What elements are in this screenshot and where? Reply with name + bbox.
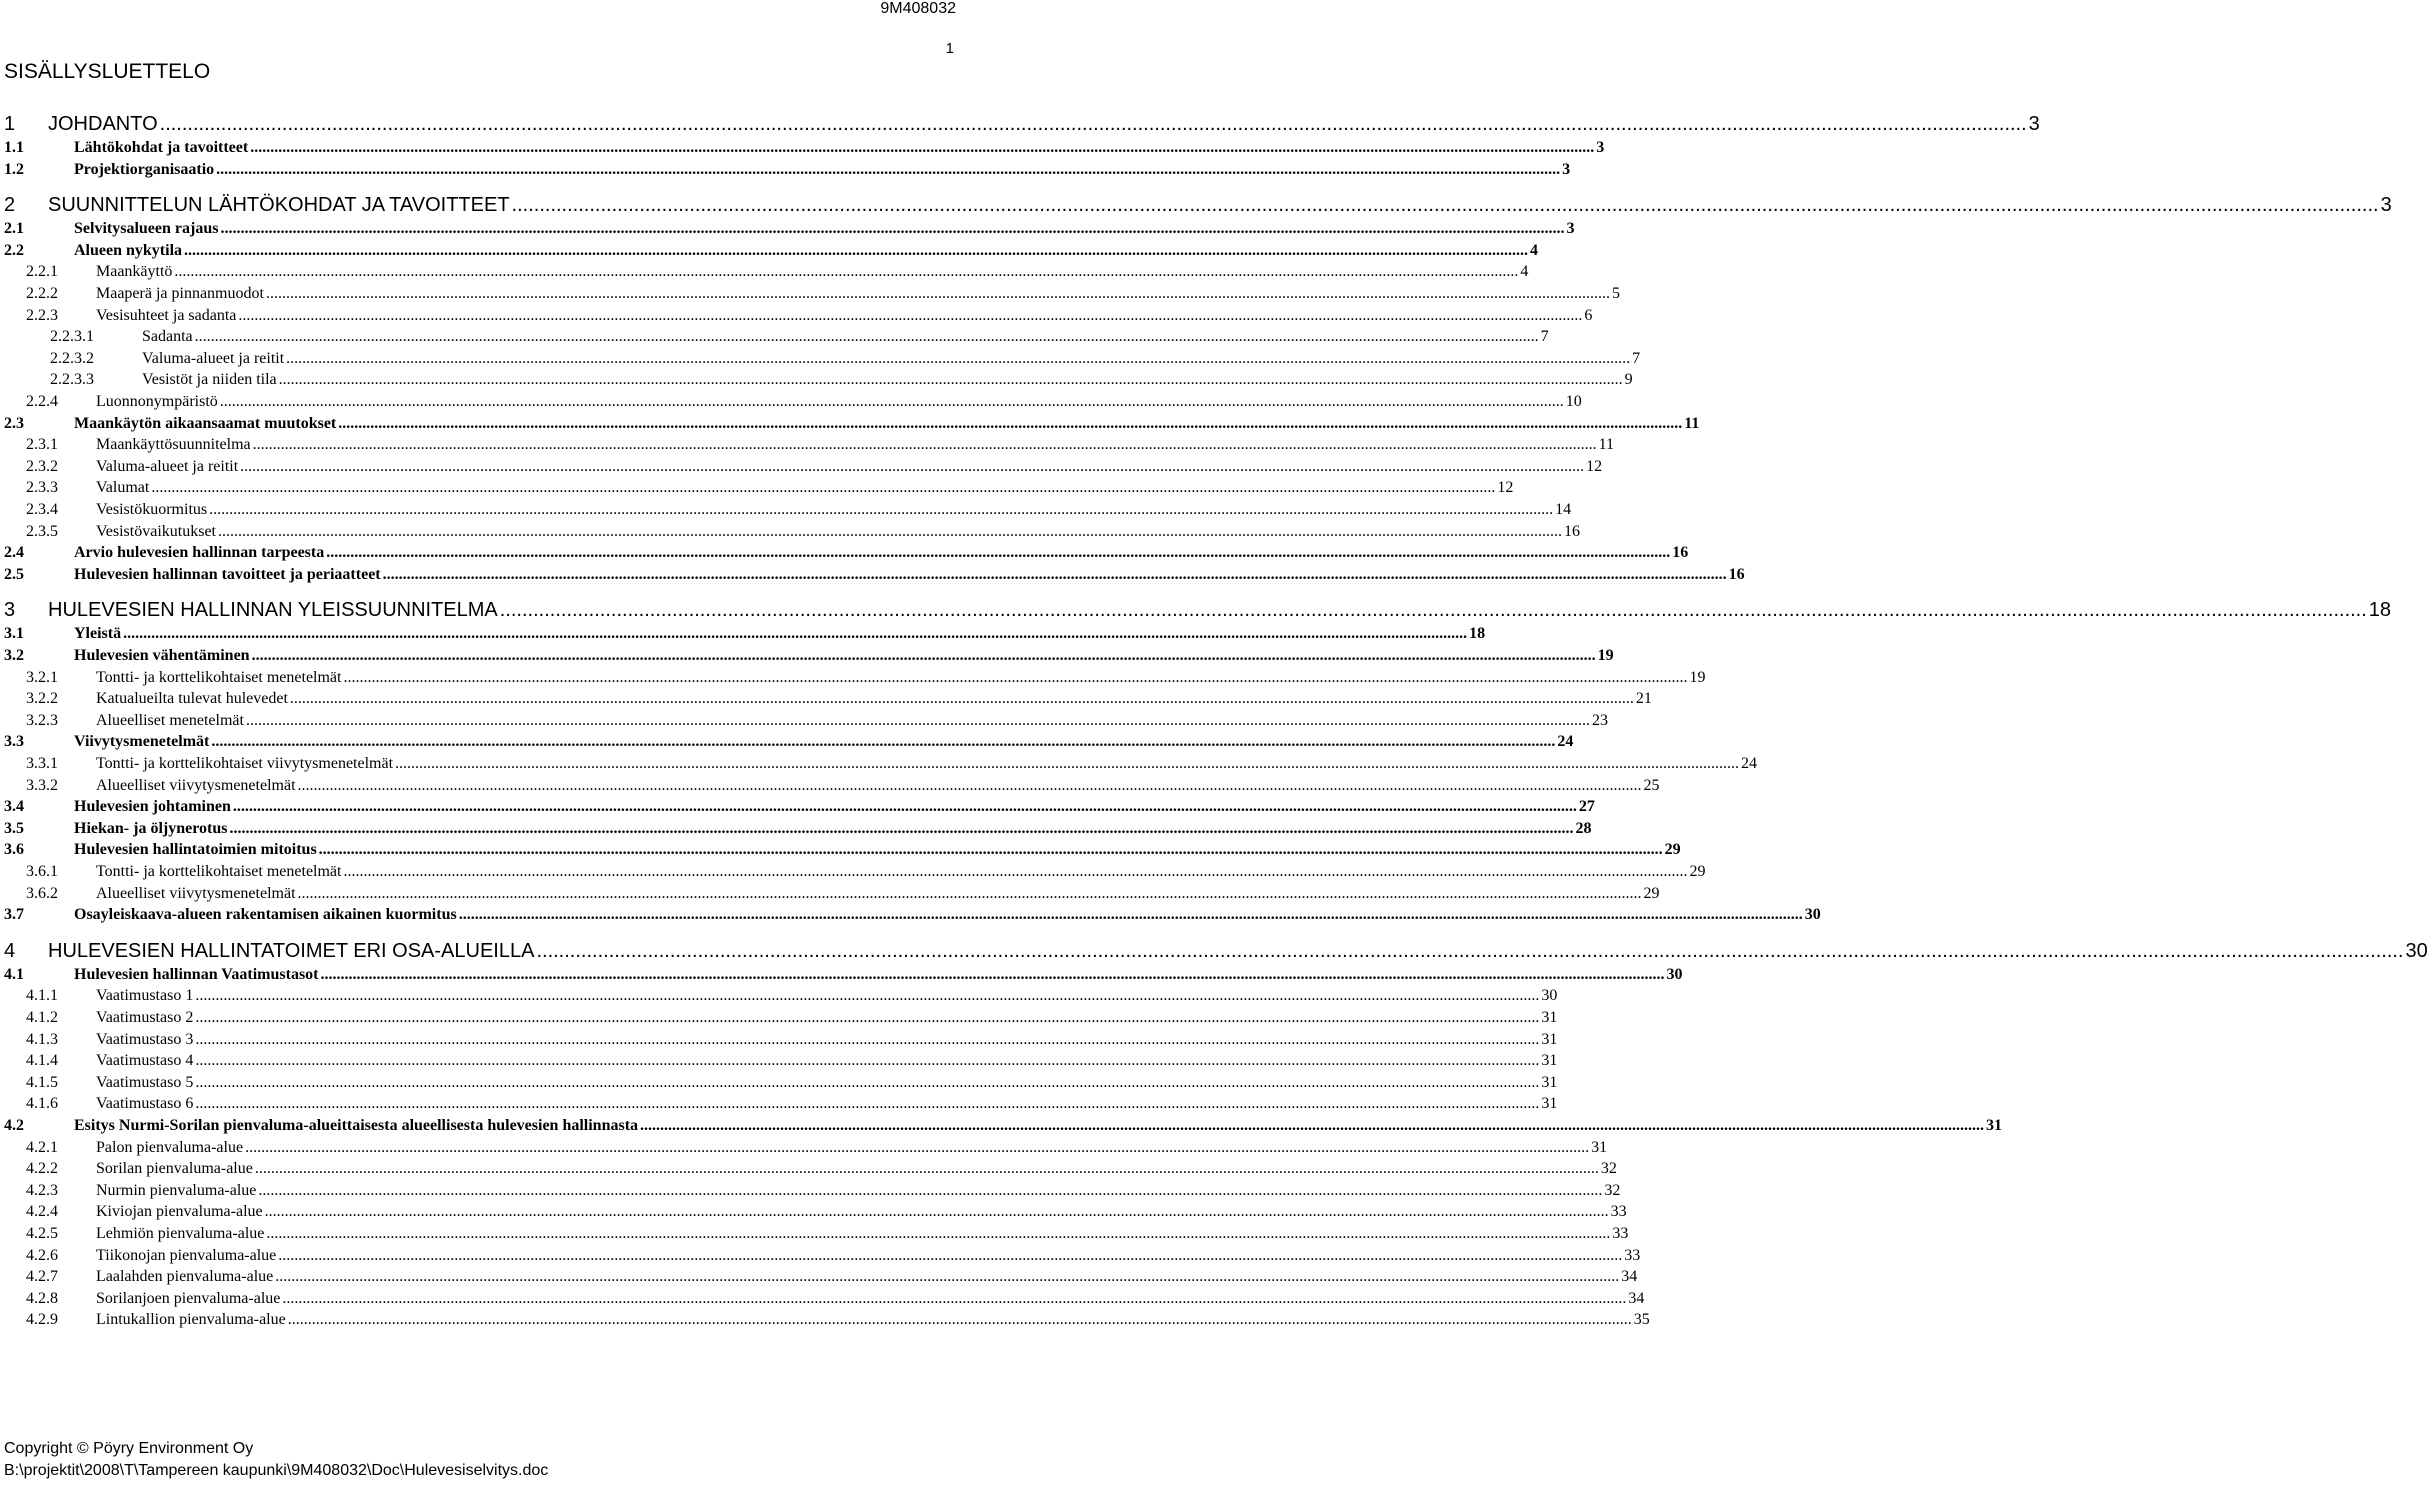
dot-leader [258,1181,1602,1201]
toc-entry[interactable] [0,1073,1558,1093]
toc-entry-label: HULEVESIEN HALLINNAN YLEISSUUNNITELMA [48,599,498,622]
dot-leader [195,327,1539,347]
dot-leader [282,1289,1626,1309]
dot-leader [233,797,1577,817]
dot-leader [195,1030,1539,1050]
dot-leader [343,862,1687,882]
toc-entry-number: 2.3.1 [26,436,58,454]
toc-entry-number: 2 [4,194,16,217]
toc-entry-number: 2.3.2 [26,457,58,475]
toc-entry-page: 33 [1612,1225,1629,1242]
toc-entry-page: 4 [1530,241,1539,259]
toc-entry-number: 4.2.1 [26,1138,58,1156]
toc-entry-label: Katualueilta tulevat hulevedet [96,690,288,708]
page-number: 1 [945,40,954,57]
toc-entry-number: 2.3.3 [26,479,58,497]
toc-entry-label: Lehmiön pienvaluma-alue [96,1225,265,1242]
toc-entry-number: 1.1 [4,139,24,156]
dot-leader [275,1267,1619,1287]
toc-entry[interactable] [0,370,1633,390]
toc-entry[interactable] [0,1202,1627,1222]
footer-file-path: B:\projektit\2008\T\Tampereen kaupunki\9M408032\Doc\Hulevesiselvitys.doc [4,1462,549,1479]
toc-entry[interactable] [0,1030,1558,1050]
toc-entry-number: 3.4 [4,798,24,816]
toc-entry-label: Hiekan- ja öljynerotus [74,819,228,837]
toc-entry-label: Kiviojan pienvaluma-alue [96,1203,263,1221]
toc-entry-page: 5 [1611,285,1620,302]
toc-entry[interactable] [0,1116,2003,1136]
toc-entry-page: 31 [1541,1052,1558,1070]
toc-entry[interactable] [0,160,1571,180]
dot-leader [512,193,2379,217]
dot-leader [253,435,1597,455]
toc-entry[interactable] [0,262,1529,282]
toc-entry[interactable] [0,668,1706,688]
toc-entry-number: 3.1 [4,625,24,643]
dot-leader [246,711,1590,731]
toc-entry-page: 30 [1541,987,1558,1005]
toc-entry-label: Valuma-alueet ja reitit [96,457,239,475]
toc-entry[interactable] [0,306,1593,326]
dot-leader [174,262,1518,282]
toc-entry-label: Projektiorganisaatio [74,160,215,178]
dot-leader [195,986,1539,1006]
toc-entry-number: 4.2.6 [26,1246,58,1264]
toc-entry-label: Hulevesien hallintatoimien mitoitus [74,841,317,859]
dot-leader [338,414,1682,434]
toc-entry-page: 24 [1557,733,1574,751]
toc-entry-number: 2.2.2 [26,285,58,302]
toc-entry-number: 4 [4,939,16,962]
toc-entry-number: 2.1 [4,220,24,238]
toc-entry[interactable] [0,565,1745,585]
toc-entry-number: 4.2.7 [26,1268,58,1286]
toc-entry-label: Hulevesien hallinnan Vaatimustasot [74,965,319,983]
toc-entry[interactable] [0,797,1595,817]
dot-leader [209,500,1553,520]
toc-entry-number: 3.2.2 [26,690,58,708]
dot-leader [266,1224,1610,1244]
toc-entry-label: Esitys Nurmi-Sorilan pienvaluma-alueittaisesta alueellisesta hulevesien hallinnasta [74,1117,639,1134]
toc-entry-label: Tontti- ja korttelikohtaiset menetelmät [96,863,342,880]
toc-entry[interactable] [0,840,1681,860]
toc-entry-label: Vaatimustaso 5 [96,1073,194,1091]
toc-entry-page: 3 [2380,194,2392,217]
toc-entry-label: Tontti- ja korttelikohtaiset viivytysmenetelmät [96,755,394,772]
toc-entry-number: 4.1.2 [26,1009,58,1026]
toc-entry-number: 2.2.3.3 [50,371,94,389]
toc-entry-label: Lähtökohdat ja tavoitteet [74,139,249,156]
toc-entry-number: 2.2.3 [26,306,58,324]
dot-leader [279,370,1623,390]
toc-entry-label: Osayleiskaava-alueen rakentamisen aikainen kuormitus [74,906,457,924]
toc-entry[interactable] [0,624,1486,644]
toc-entry-number: 1 [4,113,16,135]
toc-entry[interactable] [0,1267,1638,1287]
toc-entry-number: 3 [4,599,16,622]
toc-entry-number: 2.4 [4,544,24,562]
toc-entry-page: 4 [1520,263,1529,281]
toc-entry-page: 3 [1562,160,1571,178]
dot-leader [298,776,1642,796]
toc-entry-page: 31 [1541,1095,1558,1113]
toc-entry[interactable] [0,905,1821,925]
dot-leader [255,1159,1599,1179]
toc-entry[interactable] [0,986,1558,1006]
toc-entry-number: 2.3 [4,414,24,432]
toc-entry-label: Vaatimustaso 2 [96,1009,194,1026]
toc-entry-page: 16 [1728,565,1745,583]
toc-entry-page: 32 [1600,1160,1617,1178]
toc-entry-page: 7 [1632,349,1641,367]
dot-leader [459,905,1803,925]
toc-entry-label: Vaatimustaso 3 [96,1030,194,1048]
toc-entry-page: 3 [1566,220,1575,238]
toc-entry-label: Arvio hulevesien hallinnan tarpeesta [74,544,325,562]
toc-entry[interactable] [0,193,2392,217]
toc-entry[interactable] [0,284,1620,304]
toc-entry[interactable] [0,1008,1558,1028]
toc-entry-page: 32 [1604,1181,1621,1199]
toc-entry-label: Lintukallion pienvaluma-alue [96,1311,286,1329]
toc-entry-page: 31 [1541,1073,1558,1091]
toc-entry-page: 31 [1591,1138,1608,1156]
dot-leader [640,1116,1984,1136]
dot-leader [265,1202,1609,1222]
toc-entry-label: Hulevesien hallinnan tavoitteet ja periaatteet [74,565,381,583]
toc-entry[interactable] [0,1246,1641,1266]
dot-leader [536,939,2403,963]
toc-entry-page: 6 [1584,306,1593,324]
toc-entry-number: 2.3.5 [26,522,58,540]
toc-entry-page: 33 [1610,1203,1627,1221]
toc-entry-number: 2.3.4 [26,501,58,518]
toc-entry-page: 7 [1540,328,1549,346]
toc-entry-label: SUUNNITTELUN LÄHTÖKOHDAT JA TAVOITTEET [48,194,510,217]
toc-entry-label: Palon pienvaluma-alue [96,1138,244,1156]
dot-leader [240,457,1584,477]
toc-entry-number: 4.1 [4,965,24,983]
toc-entry[interactable] [0,241,1539,261]
toc-entry-page: 28 [1575,819,1592,837]
toc-entry-page: 34 [1621,1268,1638,1286]
toc-entry-page: 34 [1628,1289,1645,1307]
dot-leader [500,598,2367,622]
dot-leader [319,840,1663,860]
toc-entry-label: Alueelliset viivytysmenetelmät [96,776,296,794]
dot-leader [216,160,1560,180]
dot-leader [395,754,1739,774]
dot-leader [229,819,1573,839]
toc-entry[interactable] [0,754,1758,774]
toc-entry-label: Luonnonympäristö [96,393,218,410]
toc-entry-page: 29 [1664,841,1681,859]
toc-entry-page: 19 [1597,647,1614,664]
toc-entry-page: 3 [2028,113,2040,135]
toc-entry[interactable] [0,862,1706,882]
toc-entry[interactable] [0,1181,1621,1201]
toc-entry[interactable] [0,732,1574,752]
toc-entry[interactable] [0,598,2392,622]
dot-leader [321,965,1665,985]
toc-entry-label: Valuma-alueet ja reitit [142,349,285,367]
toc-entry-number: 3.2.1 [26,668,58,686]
toc-entry-page: 23 [1591,711,1608,729]
dot-leader [286,349,1630,369]
toc-entry-number: 2.2.3.1 [50,328,94,346]
toc-entry-number: 4.1.6 [26,1095,58,1113]
toc-entry-label: Vaatimustaso 4 [96,1052,194,1070]
toc-entry-label: Hulevesien johtaminen [74,798,231,816]
toc-entry[interactable] [0,522,1580,542]
toc-entry-label: Alueelliset menetelmät [96,711,244,729]
toc-entry-number: 4.2.4 [26,1203,58,1221]
toc-entry[interactable] [0,392,1582,412]
dot-leader [220,219,1564,239]
toc-entry-page: 21 [1635,690,1652,708]
toc-entry-label: HULEVESIEN HALLINTATOIMET ERI OSA-ALUEILLA [48,939,535,962]
toc-entry-page: 16 [1564,522,1580,540]
toc-entry-number: 3.7 [4,906,24,924]
toc-entry[interactable] [0,689,1652,709]
dot-leader [160,112,2027,136]
toc-entry-number: 4.2 [4,1117,24,1134]
toc-entry-number: 3.6.1 [26,863,58,880]
dot-leader [383,565,1727,585]
toc-entry-label: Viivytysmenetelmät [74,733,210,751]
toc-entry-number: 2.2.1 [26,263,58,281]
toc-entry-label: Sorilan pienvaluma-alue [96,1160,253,1178]
toc-entry-page: 24 [1741,755,1758,772]
toc-entry-label: Laalahden pienvaluma-alue [96,1268,274,1286]
toc-entry-page: 9 [1624,371,1633,389]
dot-leader [211,732,1555,752]
toc-entry-label: Maankäytön aikaansaamat muutokset [74,414,337,432]
toc-entry-label: Maaperä ja pinnanmuodot [96,285,264,302]
toc-entry-label: Vesistökuormitus [96,501,208,518]
dot-leader [195,1094,1539,1114]
toc-entry[interactable] [0,1138,1608,1158]
toc-entry-page: 31 [1541,1009,1558,1026]
toc-entry-label: Yleistä [74,625,122,643]
toc-entry-number: 4.1.4 [26,1052,58,1070]
dot-leader [288,1310,1632,1330]
toc-entry[interactable] [0,349,1641,369]
toc-entry-label: Tiikonojan pienvaluma-alue [96,1246,277,1264]
toc-entry[interactable] [0,327,1549,347]
toc-entry[interactable] [0,138,1605,158]
dot-leader [252,646,1596,666]
dot-leader [290,689,1634,709]
toc-entry-label: Valumat [96,479,150,497]
toc-entry-label: Vesisuhteet ja sadanta [96,306,237,324]
toc-entry-page: 27 [1578,798,1595,816]
toc-entry-number: 3.3 [4,733,24,751]
toc-entry-number: 4.2.2 [26,1160,58,1178]
toc-entry-label: Vaatimustaso 6 [96,1095,194,1113]
dot-leader [343,668,1687,688]
toc-entry-label: Tontti- ja korttelikohtaiset menetelmät [96,668,342,686]
toc-entry-page: 31 [1986,1117,2003,1134]
toc-entry-label: Maankäyttö [96,263,173,281]
toc-entry-number: 4.1.1 [26,987,58,1005]
toc-entry[interactable] [0,414,1700,434]
toc-entry-number: 2.2.4 [26,393,58,410]
dot-leader [238,306,1582,326]
toc-entry-label: Sorilanjoen pienvaluma-alue [96,1289,281,1307]
dot-leader [218,522,1562,542]
toc-entry-number: 3.6.2 [26,884,58,902]
toc-entry-number: 4.2.3 [26,1181,58,1199]
toc-entry-page: 3 [1596,139,1605,156]
toc-entry-number: 2.5 [4,565,24,583]
toc-entry-number: 4.1.5 [26,1073,58,1091]
toc-entry-page: 29 [1689,863,1706,880]
toc-entry-number: 4.1.3 [26,1030,58,1048]
toc-entry-number: 1.2 [4,160,24,178]
toc-entry-label: Vaatimustaso 1 [96,987,194,1005]
toc-entry-page: 18 [1469,625,1486,643]
toc-entry[interactable] [0,1289,1645,1309]
dot-leader [123,624,1467,644]
toc-entry-number: 3.3.1 [26,755,58,772]
toc-entry-number: 3.2 [4,647,24,664]
toc-entry[interactable] [0,646,1614,666]
toc-entry-number: 3.2.3 [26,711,58,729]
toc-entry-label: Vesistövaikutukset [96,522,216,540]
toc-entry[interactable] [0,711,1608,731]
dot-leader [266,284,1610,304]
toc-entry[interactable] [0,884,1660,904]
toc-entry-label: Alueelliset viivytysmenetelmät [96,884,296,902]
toc-entry-page: 12 [1497,479,1514,497]
toc-entry[interactable] [0,1310,1650,1330]
dot-leader [326,543,1670,563]
toc-entry-page: 11 [1684,414,1700,432]
toc-entry-number: 3.5 [4,819,24,837]
toc-entry-page: 12 [1586,457,1603,475]
toc-entry[interactable] [0,112,2040,136]
document-id: 9M408032 [880,0,956,17]
toc-entry-page: 10 [1565,393,1582,410]
dot-leader [220,392,1564,412]
toc-entry[interactable] [0,1094,1558,1114]
toc-entry-page: 18 [2368,599,2392,622]
dot-leader [298,884,1642,904]
toc-title: SISÄLLYSLUETTELO [4,60,211,83]
toc-entry[interactable] [0,819,1592,839]
toc-entry-label: JOHDANTO [48,113,158,135]
toc-entry-number: 3.3.2 [26,776,58,794]
dot-leader [151,478,1495,498]
dot-leader [195,1051,1539,1071]
toc-entry[interactable] [0,1159,1617,1179]
toc-entry-number: 4.2.8 [26,1289,58,1307]
toc-entry[interactable] [0,965,1683,985]
toc-entry-number: 2.2.3.2 [50,349,94,367]
toc-entry[interactable] [0,1051,1558,1071]
toc-entry-page: 35 [1633,1311,1650,1329]
toc-entry-page: 19 [1689,668,1706,686]
toc-entry-label: Nurmin pienvaluma-alue [96,1181,257,1199]
dot-leader [195,1008,1539,1028]
toc-entry[interactable] [0,457,1603,477]
toc-entry[interactable] [0,435,1615,455]
toc-entry-page: 31 [1541,1030,1558,1048]
toc-entry[interactable] [0,1224,1629,1244]
toc-entry-page: 25 [1643,776,1660,794]
toc-entry-number: 4.2.9 [26,1311,58,1329]
toc-entry-label: Hulevesien vähentäminen [74,647,250,664]
toc-entry-page: 30 [2405,939,2428,962]
toc-entry-page: 30 [1666,965,1683,983]
dot-leader [250,138,1594,158]
toc-entry-number: 2.2 [4,241,24,259]
toc-entry[interactable] [0,776,1660,796]
toc-entry-page: 16 [1672,544,1689,562]
toc-entry-number: 3.6 [4,841,24,859]
dot-leader [245,1138,1589,1158]
toc-entry[interactable] [0,543,1689,563]
toc-entry-label: Alueen nykytila [74,241,183,259]
toc-entry-label: Vesistöt ja niiden tila [142,371,277,389]
toc-entry[interactable] [0,478,1514,498]
toc-entry[interactable] [0,939,2428,963]
toc-entry-label: Selvitysalueen rajaus [74,220,219,238]
toc-entry-page: 14 [1555,501,1572,518]
toc-entry-page: 30 [1804,906,1821,924]
dot-leader [195,1073,1539,1093]
toc-entry-label: Maankäyttösuunnitelma [96,436,251,454]
toc-entry[interactable] [0,500,1572,520]
toc-entry-page: 11 [1598,436,1615,454]
toc-entry-label: Sadanta [142,328,193,346]
dot-leader [184,241,1528,261]
toc-entry[interactable] [0,219,1575,239]
toc-entry-page: 29 [1643,884,1660,902]
dot-leader [278,1246,1622,1266]
toc-entry-number: 4.2.5 [26,1225,58,1242]
footer-copyright: Copyright © Pöyry Environment Oy [4,1440,254,1457]
toc-entry-page: 33 [1624,1246,1641,1264]
